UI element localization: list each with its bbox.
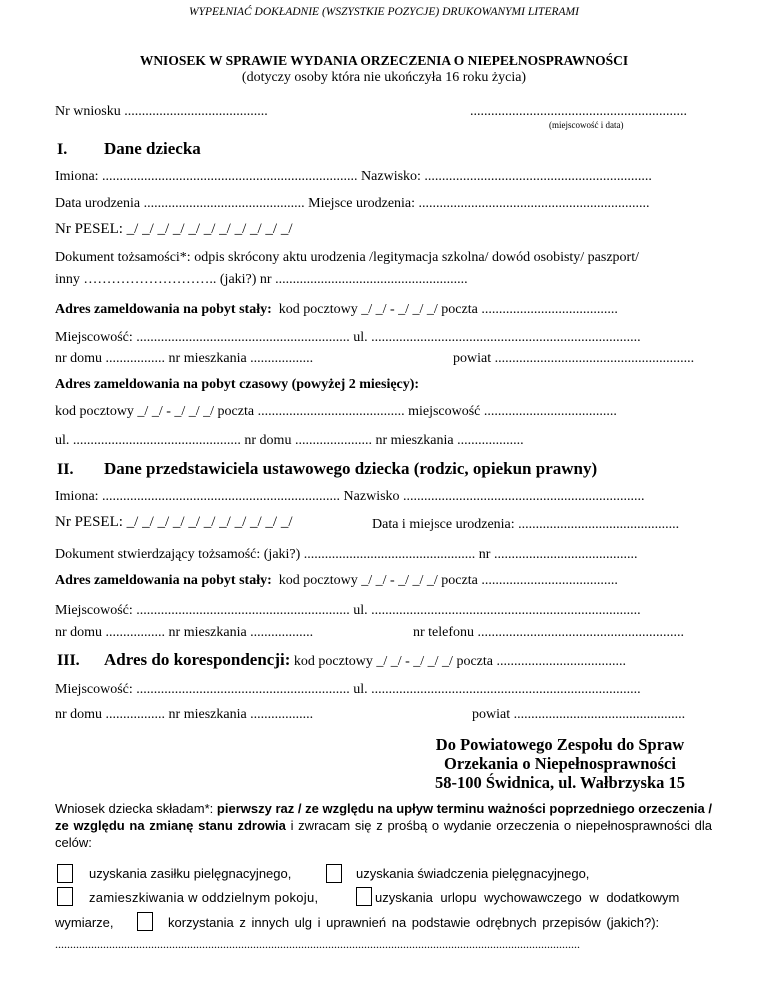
temporary-address-label: Adres zameldowania na pobyt czasowy (powyżej 2 miesięcy): — [55, 377, 420, 392]
correspondence-address[interactable] — [104, 650, 626, 670]
request-reason-options[interactable]: pierwszy raz / ze względu na upływ terminu ważności poprzedniego orzeczenia / ze względu na zmianę stanu zdrowia — [55, 801, 713, 833]
guardian-house-number-field[interactable]: nr domu ................. nr mieszkania .................. — [55, 625, 314, 640]
child-house-number-field[interactable]: nr domu ................. nr mieszkania .................. — [55, 351, 314, 366]
guardian-pesel-field[interactable]: Nr PESEL: _/ _/ _/ _/ _/ _/ _/ _/ _/ _/ _/ — [55, 514, 293, 530]
option-care-benefit: uzyskania świadczenia pielęgnacyjnego, — [356, 866, 590, 881]
section-1-numeral: I. — [57, 141, 68, 158]
section-1-title: Dane dziecka — [104, 139, 201, 158]
guardian-names-field[interactable]: Imiona: .................................................................... Nazwisko ..................................................................... — [55, 489, 645, 504]
form-title: WNIOSEK W SPRAWIE WYDANIA ORZECZENIA O NIEPEŁNOSPRAWNOŚCI — [139, 53, 629, 68]
child-pesel-field[interactable]: Nr PESEL: _/ _/ _/ _/ _/ _/ _/ _/ _/ _/ _/ — [55, 221, 293, 237]
temporary-address-street[interactable]: ul. ................................................ nr domu ...................... nr mieszkania ................... — [55, 433, 524, 448]
fill-instruction: WYPEŁNIAĆ DOKŁADNIE (WSZYSTKIE POZYCJE) DRUKOWANYMI LITERAMI — [189, 6, 579, 18]
checkbox-parental-leave[interactable] — [356, 887, 372, 906]
correspondence-house-number-field[interactable]: nr domu ................. nr mieszkania .................. — [55, 707, 314, 722]
correspondence-town-street-field[interactable]: Miejscowość: ............................................................. ul. ............................................................................. — [55, 682, 641, 697]
option-other-benefits: korzystania z innych ulg i uprawnień na podstawie odrębnych przepisów (jakich?): — [168, 915, 660, 930]
checkbox-care-allowance[interactable] — [57, 864, 73, 883]
option-parental-leave-cont: wymiarze, — [55, 915, 114, 930]
child-permanent-address[interactable] — [55, 302, 618, 318]
checkbox-separate-room[interactable] — [57, 887, 73, 906]
child-document-line-2[interactable]: inny ……………………….. (jaki?) nr ....................................................... — [55, 272, 468, 287]
option-parental-leave: uzyskania urlopu wychowawczego w dodatkowym — [375, 890, 680, 905]
correspondence-county-field[interactable]: powiat ................................................. — [472, 707, 686, 722]
addressee-line-1: Do Powiatowego Zespołu do Spraw — [435, 735, 685, 754]
child-names-field[interactable]: Imiona: ......................................................................... Nazwisko: ................................................................. — [55, 169, 652, 184]
place-date-caption: (miejscowość i data) — [549, 120, 624, 130]
checkbox-other-benefits[interactable] — [137, 912, 153, 931]
request-paragraph: Wniosek dziecka składam*: pierwszy raz / ze względu na upływ terminu ważności poprzedniego orzeczenia / ze względu na zmianę stanu zdrowia i zwracam się z prośbą o wydanie orzeczenia o niepełnosprawności dla celów: — [55, 801, 713, 850]
guardian-birth-field[interactable]: Data i miejsce urodzenia: .............................................. — [372, 517, 680, 532]
correspondence-postcode[interactable]: kod pocztowy _/ _/ - _/ _/ _/ poczta ..................................... — [293, 654, 626, 669]
guardian-address-postcode[interactable]: kod pocztowy _/ _/ - _/ _/ _/ poczta ....................................... — [278, 573, 618, 588]
other-benefits-field[interactable]: ............................................................................................................................................................................... — [55, 937, 580, 951]
section-2-numeral: II. — [57, 461, 74, 478]
request-number-field[interactable]: Nr wniosku ......................................... — [55, 104, 268, 119]
option-separate-room: zamieszkiwania w oddzielnym pokoju, — [89, 890, 319, 905]
child-town-street-field[interactable]: Miejscowość: ............................................................. ul. ............................................................................. — [55, 330, 641, 345]
addressee-line-2: Orzekania o Niepełnosprawności — [444, 754, 676, 773]
section-2-title: Dane przedstawiciela ustawowego dziecka (rodzic, opiekun prawny) — [104, 459, 598, 478]
guardian-town-street-field[interactable]: Miejscowość: ............................................................. ul. ............................................................................. — [55, 603, 641, 618]
checkbox-care-benefit[interactable] — [326, 864, 342, 883]
child-document-line-1: Dokument tożsamości*: odpis skrócony aktu urodzenia /legitymacja szkolna/ dowód osobisty/ paszport/ — [55, 250, 640, 265]
child-county-field[interactable]: powiat ......................................................... — [453, 351, 695, 366]
section-3-title: Adres do korespondencji: — [104, 650, 291, 669]
guardian-phone-field[interactable]: nr telefonu ........................................................... — [413, 625, 685, 640]
temporary-address-postcode[interactable]: kod pocztowy _/ _/ - _/ _/ _/ poczta .......................................... miejscowość ...................................... — [55, 404, 617, 419]
form-subtitle: (dotyczy osoby która nie ukończyła 16 roku życia) — [241, 70, 527, 85]
permanent-address-postcode[interactable]: kod pocztowy _/ _/ - _/ _/ _/ poczta ....................................... — [278, 302, 618, 317]
guardian-permanent-address[interactable] — [55, 573, 618, 589]
section-3-numeral: III. — [57, 652, 80, 669]
permanent-address-label: Adres zameldowania na pobyt stały: — [55, 302, 272, 317]
guardian-document-field[interactable]: Dokument stwierdzający tożsamość: (jaki?) ................................................. nr ......................................... — [55, 547, 638, 562]
place-date-field[interactable]: .............................................................. — [470, 104, 687, 119]
child-birth-field[interactable]: Data urodzenia .............................................. Miejsce urodzenia: .................................................................. — [55, 196, 650, 211]
guardian-address-label: Adres zameldowania na pobyt stały: — [55, 573, 272, 588]
option-care-allowance: uzyskania zasiłku pielęgnacyjnego, — [89, 866, 292, 881]
addressee-line-3: 58-100 Świdnica, ul. Wałbrzyska 15 — [435, 773, 685, 792]
